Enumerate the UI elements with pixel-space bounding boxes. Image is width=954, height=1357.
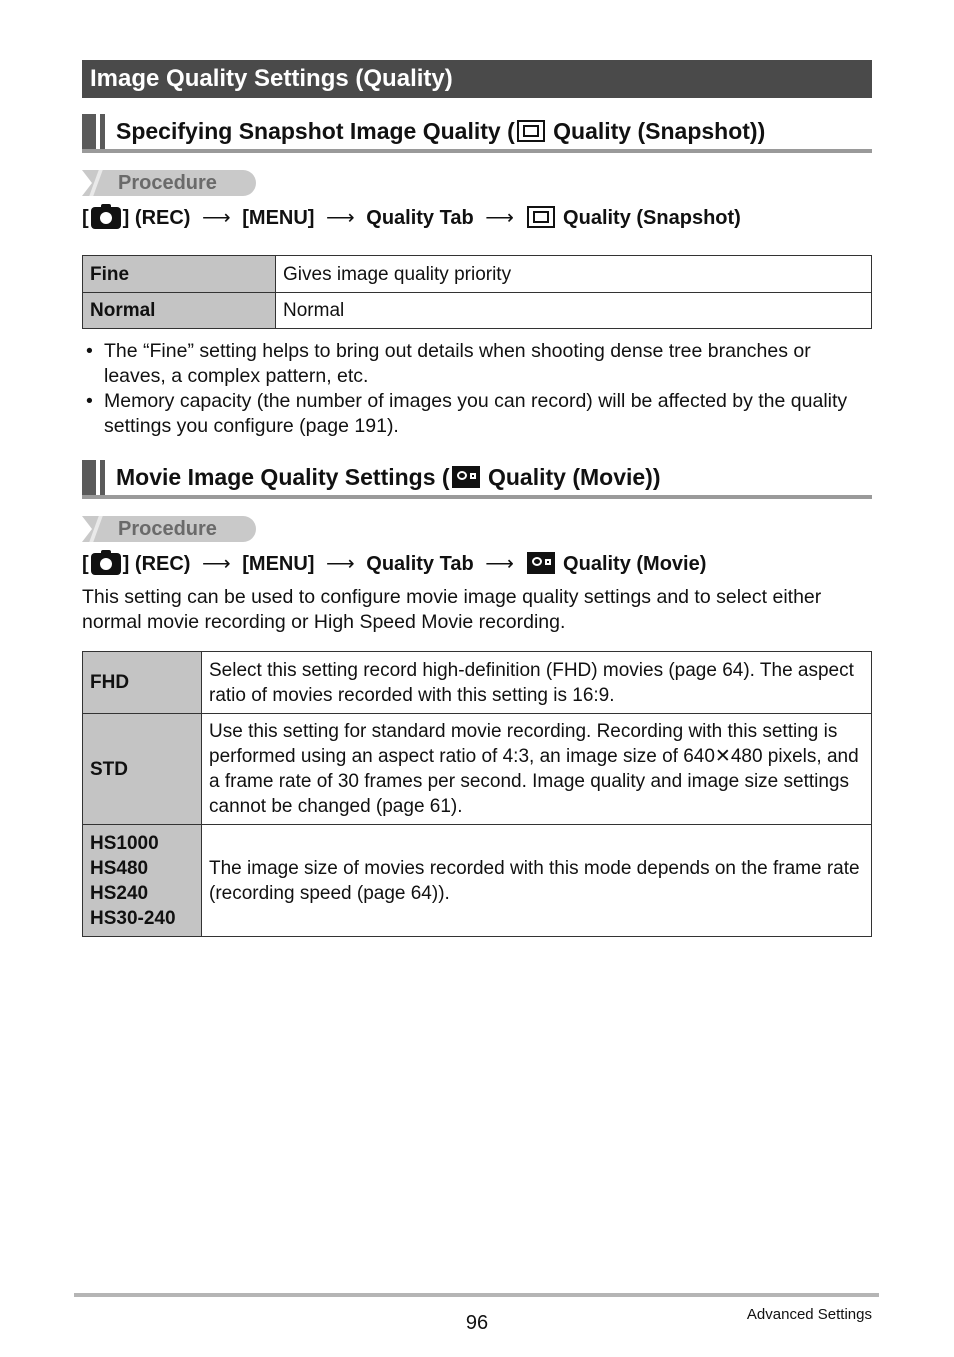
bracket: ]	[122, 207, 130, 229]
footer-rule	[74, 1293, 879, 1297]
list-item	[82, 389, 872, 439]
table-value: Gives image quality priority	[276, 256, 872, 293]
table-row	[83, 293, 872, 329]
procedure-label: Procedure	[118, 518, 217, 540]
notes-list	[82, 339, 872, 439]
menu-path-snapshot	[82, 203, 741, 233]
heading-text-part: Specifying Snapshot Image Quality (	[116, 118, 515, 144]
menu-label: [MENU]	[242, 553, 315, 575]
bracket: [	[82, 207, 89, 229]
mode-label: HS1000	[90, 832, 159, 854]
rec-label: (REC)	[134, 553, 191, 575]
footer-section-name: Advanced Settings	[746, 1306, 872, 1323]
quality-tab-label: Quality Tab	[366, 553, 474, 575]
arrow-right-icon: ⟶	[326, 207, 355, 229]
heading-marker	[82, 114, 96, 150]
mode-label: HS240	[90, 882, 149, 904]
target-setting-label: Quality (Movie)	[563, 553, 707, 575]
movie-quality-table	[82, 651, 872, 937]
list-item	[82, 339, 872, 389]
note-text: Memory capacity (the number of images you can record) will be affected by the quality settings you configure (page 191).	[104, 390, 848, 437]
heading-rule	[82, 495, 872, 499]
table-value: Normal	[276, 293, 872, 329]
table-key	[83, 825, 202, 937]
procedure-tag	[82, 170, 256, 196]
bullet-icon: •	[86, 390, 93, 412]
camera-icon	[91, 207, 121, 229]
movie-quality-icon	[527, 552, 555, 574]
arrow-right-icon: ⟶	[202, 207, 231, 229]
heading-text-part: Quality (Snapshot))	[546, 118, 766, 144]
section-heading-movie	[82, 460, 872, 500]
procedure-tag	[82, 516, 256, 542]
heading-marker	[82, 460, 96, 496]
table-row	[83, 652, 872, 714]
table-key: STD	[83, 714, 202, 825]
arrow-right-icon: ⟶	[485, 207, 514, 229]
bracket: [	[82, 553, 89, 575]
target-setting-label: Quality (Snapshot)	[563, 207, 741, 229]
table-row	[83, 714, 872, 825]
page-number: 96	[465, 1312, 489, 1334]
note-text: The “Fine” setting helps to bring out details when shooting dense tree branches or leaves, a complex pattern, etc.	[104, 340, 811, 387]
table-value: The image size of movies recorded with this mode depends on the frame rate (recording speed (page 64)).	[202, 825, 872, 937]
table-value: Select this setting record high-definition (FHD) movies (page 64). The aspect ratio of movies recorded with this setting is 16:9.	[202, 652, 872, 714]
section-heading-snapshot	[82, 114, 872, 154]
arrow-right-icon: ⟶	[326, 553, 355, 575]
arrow-right-icon: ⟶	[485, 553, 514, 575]
snapshot-quality-icon	[527, 206, 555, 228]
quality-tab-label: Quality Tab	[366, 207, 474, 229]
snapshot-quality-icon	[517, 120, 545, 142]
movie-intro-text: This setting can be used to configure movie image quality settings and to select either normal movie recording or High Speed Movie recording.	[82, 586, 822, 633]
table-value: Use this setting for standard movie recording. Recording with this setting is performed using an aspect ratio of 4:3, an image size of 640✕480 pixels, and a frame rate of 30 frames per second. Image quality and image size settings cannot be changed (page 61).	[202, 714, 872, 825]
mode-label: HS30-240	[90, 907, 176, 929]
bracket: ]	[122, 553, 130, 575]
rec-label: (REC)	[134, 207, 191, 229]
table-key: FHD	[83, 652, 202, 714]
table-key: Fine	[83, 256, 276, 293]
movie-heading-text	[116, 460, 660, 494]
page-title: Image Quality Settings (Quality)	[82, 60, 872, 98]
mode-label: HS480	[90, 857, 149, 879]
heading-text-part: Quality (Movie))	[481, 464, 661, 490]
table-row	[83, 825, 872, 937]
heading-marker-thin	[100, 460, 105, 496]
heading-rule	[82, 149, 872, 153]
camera-icon	[91, 553, 121, 575]
movie-quality-icon	[452, 466, 480, 488]
menu-path-movie	[82, 549, 706, 579]
table-key: Normal	[83, 293, 276, 329]
table-row	[83, 256, 872, 293]
snapshot-quality-table	[82, 255, 872, 329]
procedure-label: Procedure	[118, 172, 217, 194]
heading-text-part: Movie Image Quality Settings (	[116, 464, 450, 490]
heading-marker-thin	[100, 114, 105, 150]
bullet-icon: •	[86, 340, 93, 362]
arrow-right-icon: ⟶	[202, 553, 231, 575]
menu-label: [MENU]	[242, 207, 315, 229]
snapshot-heading-text	[116, 114, 765, 148]
